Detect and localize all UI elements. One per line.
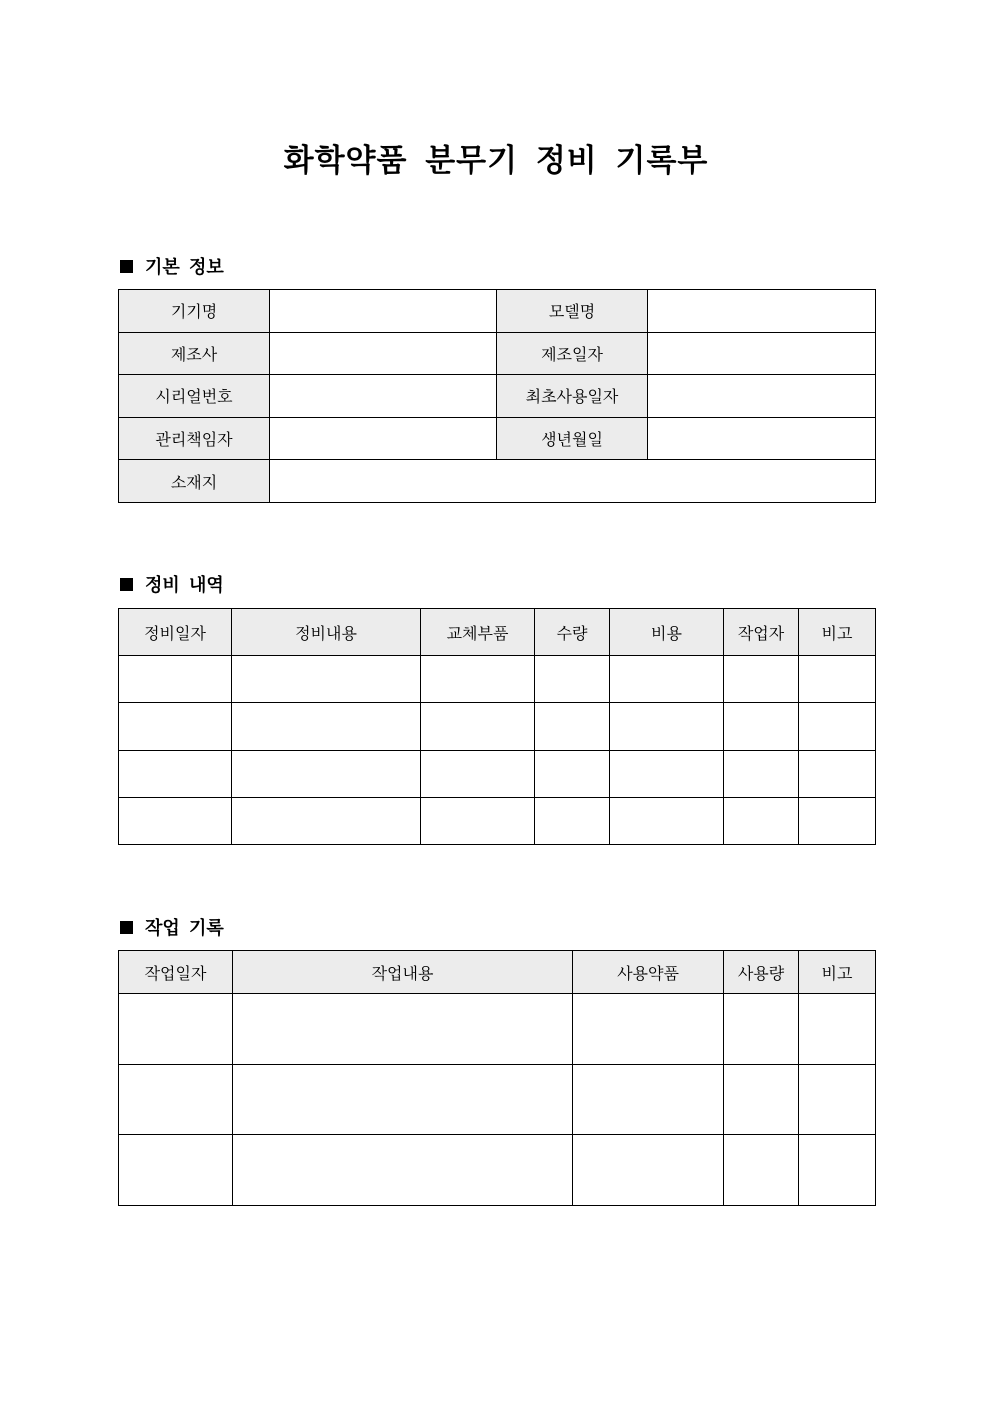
column-header: 작업자 [724, 609, 799, 656]
table-cell[interactable] [119, 1135, 233, 1206]
location-label: 소재지 [119, 460, 270, 503]
table-cell[interactable] [535, 797, 610, 844]
table-cell[interactable] [573, 994, 724, 1065]
table-cell[interactable] [535, 703, 610, 750]
table-cell[interactable] [724, 1135, 799, 1206]
location-field[interactable] [270, 460, 876, 503]
column-header: 교체부품 [421, 609, 535, 656]
table-cell[interactable] [119, 750, 232, 797]
manufacture-date-field[interactable] [648, 332, 876, 375]
table-cell[interactable] [799, 1064, 876, 1135]
table-cell[interactable] [232, 750, 421, 797]
table-cell[interactable] [421, 656, 535, 703]
birth-date-field[interactable] [648, 417, 876, 460]
manufacturer-label: 제조사 [119, 332, 270, 375]
table-row [119, 656, 876, 703]
table-cell[interactable] [573, 1135, 724, 1206]
maintenance-heading [118, 571, 224, 597]
table-row [119, 994, 876, 1065]
table-cell[interactable] [724, 994, 799, 1065]
table-row [119, 1135, 876, 1206]
serial-number-label: 시리얼번호 [119, 375, 270, 418]
column-header: 정비일자 [119, 609, 232, 656]
table-cell[interactable] [799, 703, 876, 750]
table-cell[interactable] [724, 656, 799, 703]
column-header: 비고 [799, 951, 876, 994]
table-row [119, 703, 876, 750]
table-row [119, 1064, 876, 1135]
square-bullet-icon [120, 260, 133, 273]
table-cell[interactable] [573, 1064, 724, 1135]
maintenance-heading-text: 정비 내역 [145, 575, 224, 596]
basic-info-table [118, 289, 876, 503]
table-header-row [119, 609, 876, 656]
first-use-date-field[interactable] [648, 375, 876, 418]
table-cell[interactable] [724, 750, 799, 797]
table-cell[interactable] [119, 656, 232, 703]
column-header: 사용약품 [573, 951, 724, 994]
table-cell[interactable] [799, 750, 876, 797]
birth-date-label: 생년월일 [497, 417, 648, 460]
table-cell[interactable] [610, 703, 724, 750]
table-header-row [119, 951, 876, 994]
table-cell[interactable] [421, 703, 535, 750]
manufacturer-field[interactable] [270, 332, 497, 375]
model-name-label: 모델명 [497, 290, 648, 333]
table-cell[interactable] [119, 703, 232, 750]
table-row [119, 750, 876, 797]
table-cell[interactable] [610, 656, 724, 703]
table-cell[interactable] [724, 703, 799, 750]
square-bullet-icon [120, 921, 133, 934]
basic-info-heading [118, 253, 224, 279]
model-name-field[interactable] [648, 290, 876, 333]
table-cell[interactable] [724, 1064, 799, 1135]
table-cell[interactable] [233, 1064, 573, 1135]
serial-number-field[interactable] [270, 375, 497, 418]
table-cell[interactable] [610, 797, 724, 844]
manufacture-date-label: 제조일자 [497, 332, 648, 375]
table-cell[interactable] [724, 797, 799, 844]
table-row [119, 375, 876, 418]
table-row [119, 332, 876, 375]
work-log-heading-text: 작업 기록 [145, 918, 224, 939]
table-row [119, 460, 876, 503]
table-cell[interactable] [233, 1135, 573, 1206]
first-use-date-label: 최초사용일자 [497, 375, 648, 418]
table-cell[interactable] [799, 797, 876, 844]
table-row [119, 417, 876, 460]
column-header: 비용 [610, 609, 724, 656]
table-cell[interactable] [232, 797, 421, 844]
table-cell[interactable] [535, 656, 610, 703]
table-cell[interactable] [535, 750, 610, 797]
page-title: 화학약품 분무기 정비 기록부 [283, 143, 709, 179]
maintenance-table [118, 608, 876, 845]
table-cell[interactable] [119, 797, 232, 844]
table-cell[interactable] [421, 797, 535, 844]
table-row [119, 797, 876, 844]
table-cell[interactable] [119, 994, 233, 1065]
column-header: 정비내용 [232, 609, 421, 656]
manager-label: 관리책임자 [119, 417, 270, 460]
work-log-table [118, 950, 876, 1206]
basic-info-heading-text: 기본 정보 [145, 257, 224, 278]
work-log-heading [118, 914, 224, 940]
manager-field[interactable] [270, 417, 497, 460]
table-cell[interactable] [799, 656, 876, 703]
table-cell[interactable] [232, 703, 421, 750]
table-cell[interactable] [421, 750, 535, 797]
table-cell[interactable] [232, 656, 421, 703]
device-name-label: 기기명 [119, 290, 270, 333]
column-header: 작업일자 [119, 951, 233, 994]
device-name-field[interactable] [270, 290, 497, 333]
table-cell[interactable] [799, 994, 876, 1065]
table-cell[interactable] [799, 1135, 876, 1206]
column-header: 사용량 [724, 951, 799, 994]
column-header: 비고 [799, 609, 876, 656]
table-row [119, 290, 876, 333]
table-cell[interactable] [233, 994, 573, 1065]
table-cell[interactable] [119, 1064, 233, 1135]
square-bullet-icon [120, 578, 133, 591]
column-header: 작업내용 [233, 951, 573, 994]
column-header: 수량 [535, 609, 610, 656]
table-cell[interactable] [610, 750, 724, 797]
